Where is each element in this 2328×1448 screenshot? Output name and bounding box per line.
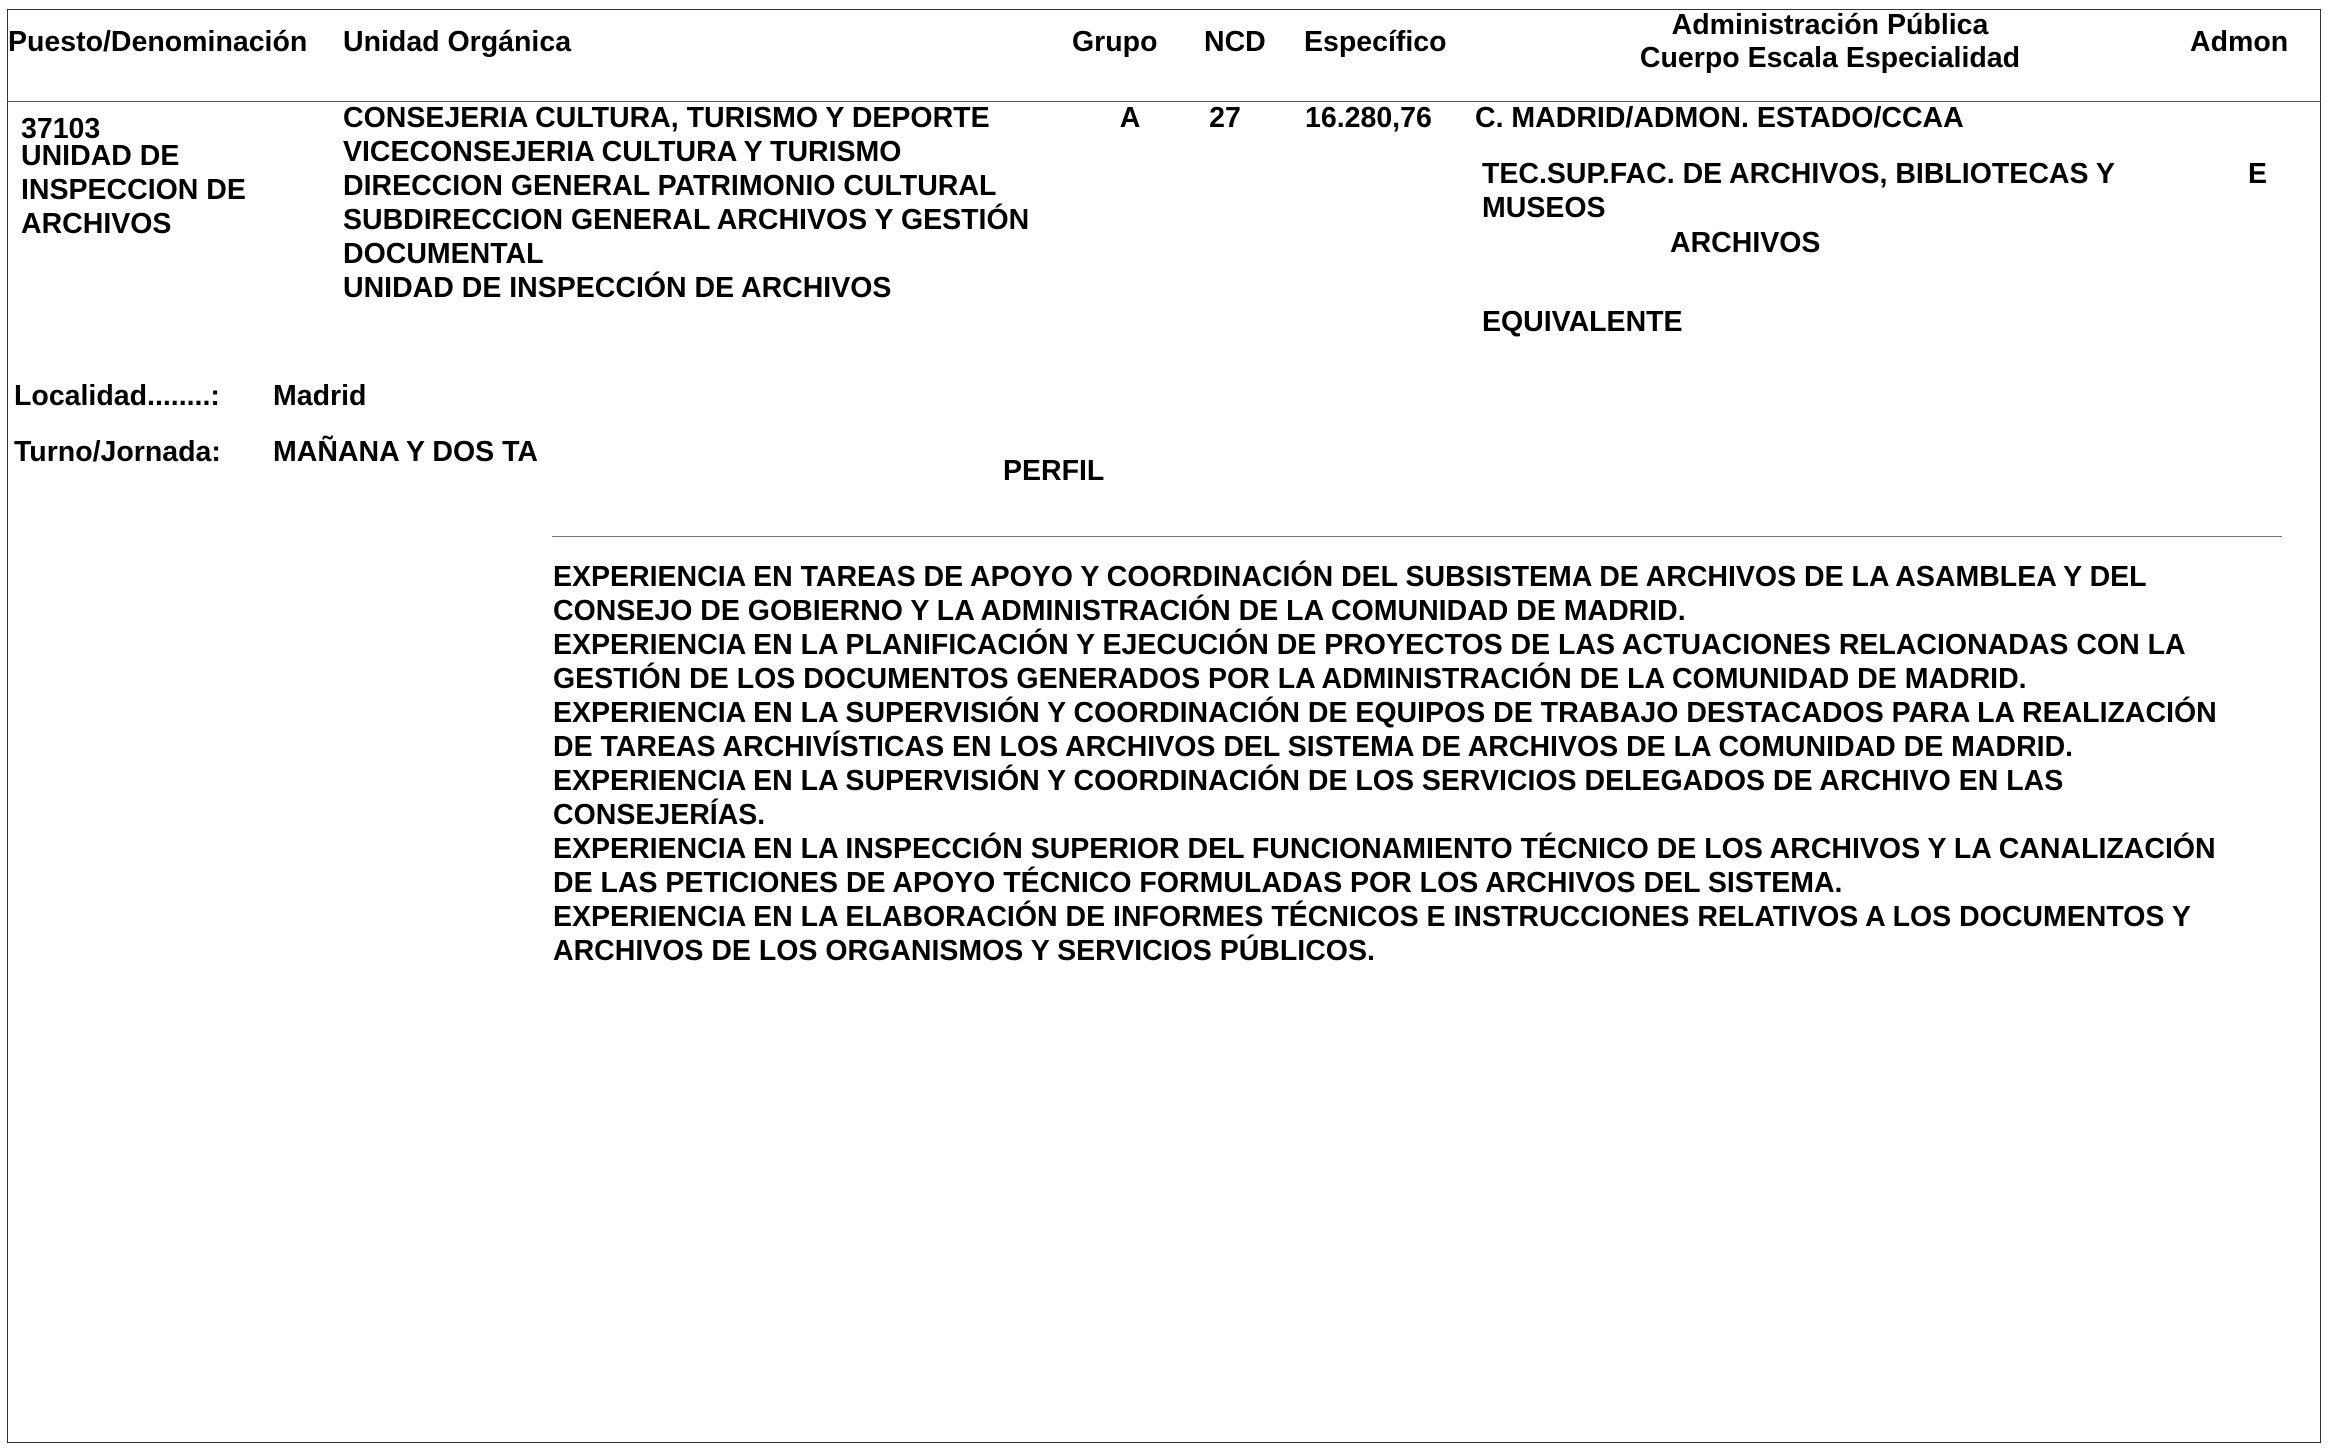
perfil-title: PERFIL [1003, 455, 1105, 487]
perfil-line: EXPERIENCIA EN LA SUPERVISIÓN Y COORDINACIÓN DE EQUIPOS DE TRABAJO DESTACADOS PARA LA REALIZACIÓN [553, 697, 2217, 729]
unidad-line: SUBDIRECCION GENERAL ARCHIVOS Y GESTIÓN [343, 204, 1030, 236]
header-ncd: NCD [1204, 26, 1266, 58]
localidad-label: Localidad........: [14, 380, 220, 412]
cuerpo-line: MUSEOS [1482, 192, 1606, 224]
record-equivalente: EQUIVALENTE [1482, 306, 1683, 338]
perfil-line: CONSEJERÍAS. [553, 799, 766, 831]
unidad-line: UNIDAD DE INSPECCIÓN DE ARCHIVOS [343, 272, 892, 304]
localidad-value: Madrid [273, 380, 367, 412]
record-especialidad: ARCHIVOS [1670, 227, 1821, 259]
perfil-divider [552, 536, 2282, 537]
header-especifico: Específico [1304, 26, 1447, 58]
denominacion-line: INSPECCION DE [21, 174, 246, 206]
perfil-line: EXPERIENCIA EN LA ELABORACIÓN DE INFORMES TÉCNICOS E INSTRUCCIONES RELATIVOS A LOS DOCUMENTOS Y [553, 901, 2191, 933]
unidad-line: DOCUMENTAL [343, 238, 544, 270]
turno-label: Turno/Jornada: [14, 436, 221, 468]
perfil-line: CONSEJO DE GOBIERNO Y LA ADMINISTRACIÓN DE LA COMUNIDAD DE MADRID. [553, 595, 1686, 627]
record-cuerpo [1482, 157, 2115, 225]
cuerpo-line: TEC.SUP.FAC. DE ARCHIVOS, BIBLIOTECAS Y [1482, 158, 2115, 190]
record-denominacion [21, 139, 246, 241]
header-admon: Admon [2190, 26, 2289, 58]
unidad-line: CONSEJERIA CULTURA, TURISMO Y DEPORTE [343, 102, 990, 134]
denominacion-line: UNIDAD DE [21, 140, 180, 172]
record-ncd: 27 [1209, 102, 1241, 134]
record-admon: E [2248, 158, 2268, 190]
perfil-line: EXPERIENCIA EN LA SUPERVISIÓN Y COORDINACIÓN DE LOS SERVICIOS DELEGADOS DE ARCHIVO EN LAS [553, 765, 2064, 797]
perfil-line: GESTIÓN DE LOS DOCUMENTOS GENERADOS POR LA ADMINISTRACIÓN DE LA COMUNIDAD DE MADRID. [553, 663, 2027, 695]
header-grupo: Grupo [1072, 26, 1158, 58]
header-puesto: Puesto/Denominación [8, 26, 308, 58]
denominacion-line: ARCHIVOS [21, 208, 172, 240]
perfil-text [553, 560, 2217, 968]
perfil-line: DE LAS PETICIONES DE APOYO TÉCNICO FORMULADAS POR LOS ARCHIVOS DEL SISTEMA. [553, 867, 1843, 899]
record-administracion: C. MADRID/ADMON. ESTADO/CCAA [1475, 102, 1964, 134]
header-administracion-publica: Administración Pública [1671, 9, 1989, 41]
perfil-line: EXPERIENCIA EN LA INSPECCIÓN SUPERIOR DEL FUNCIONAMIENTO TÉCNICO DE LOS ARCHIVOS Y LA CANALIZACIÓN [553, 833, 2216, 865]
unidad-line: VICECONSEJERIA CULTURA Y TURISMO [343, 136, 902, 168]
record-codigo: 37103 [21, 113, 101, 145]
unidad-line: DIRECCION GENERAL PATRIMONIO CULTURAL [343, 170, 997, 202]
perfil-line: ARCHIVOS DE LOS ORGANISMOS Y SERVICIOS PÚBLICOS. [553, 935, 1375, 967]
record-especifico: 16.280,76 [1305, 102, 1432, 134]
turno-value: MAÑANA Y DOS TA [273, 436, 538, 468]
perfil-line: EXPERIENCIA EN TAREAS DE APOYO Y COORDINACIÓN DEL SUBSISTEMA DE ARCHIVOS DE LA ASAMBLEA Y DEL [553, 561, 2147, 593]
perfil-line: DE TAREAS ARCHIVÍSTICAS EN LOS ARCHIVOS DEL SISTEMA DE ARCHIVOS DE LA COMUNIDAD DE MADRID. [553, 731, 2074, 763]
header-unidad-organica: Unidad Orgánica [343, 26, 572, 58]
record-grupo: A [1119, 102, 1141, 134]
record-unidad-organica [343, 101, 1029, 305]
header-cuerpo-escala: Cuerpo Escala Especialidad [1639, 42, 2021, 74]
perfil-line: EXPERIENCIA EN LA PLANIFICACIÓN Y EJECUCIÓN DE PROYECTOS DE LAS ACTUACIONES RELACIONADAS CON LA [553, 629, 2186, 661]
